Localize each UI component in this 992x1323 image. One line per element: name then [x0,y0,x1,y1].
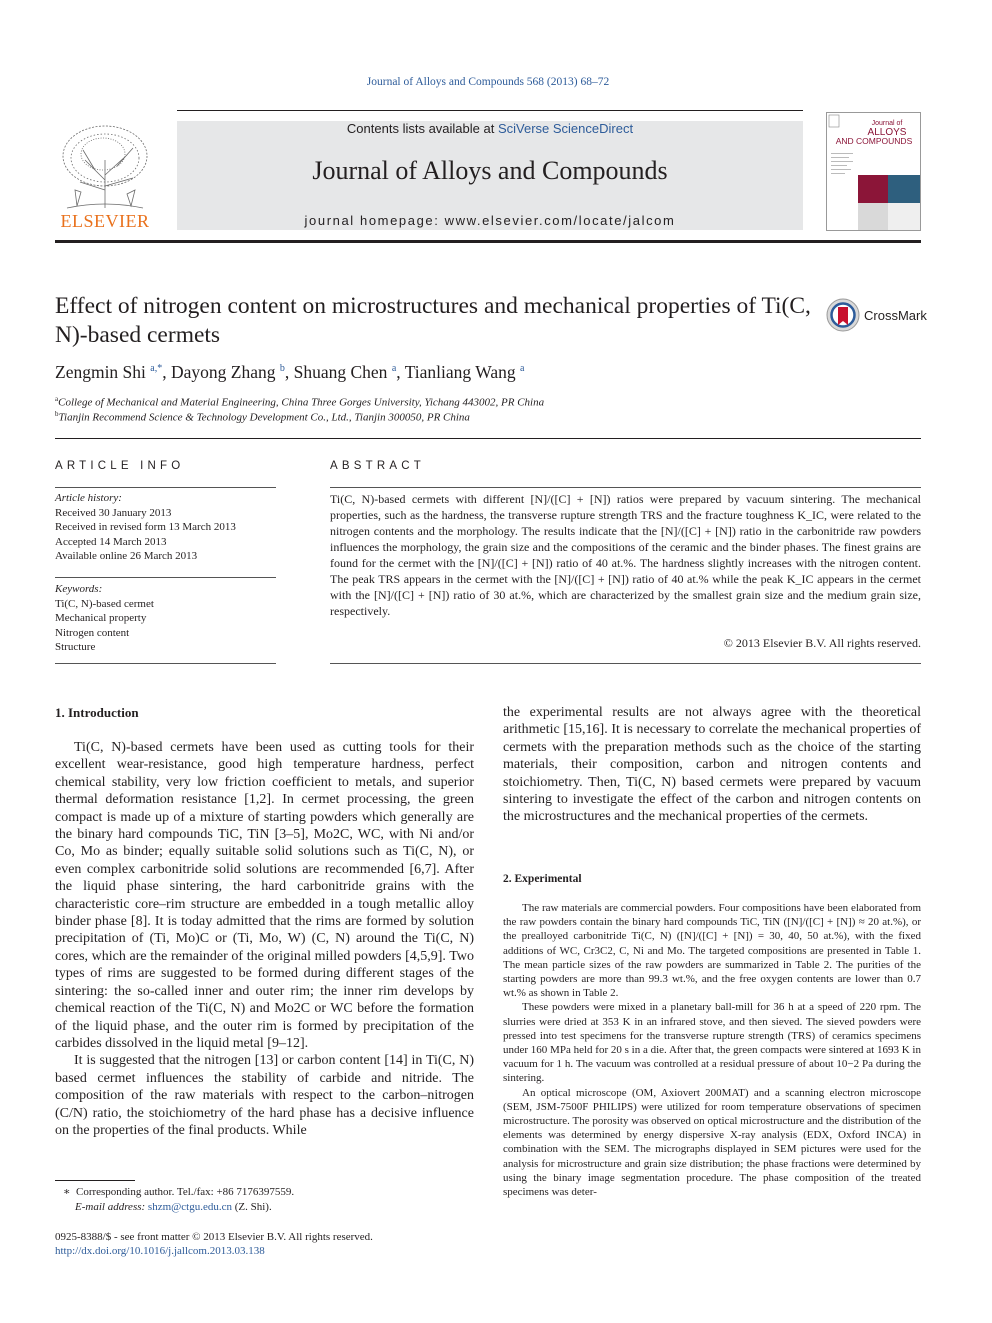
author-list: Zengmin Shi $^{a,*}$, Dayong Zhang $^b$, Shuang Chen $^a$, Tianliang Wang $^a$ [55,362,525,382]
title-block-rule [55,438,921,439]
affiliation-text: College of Mechanical and Material Engineering, China Three Gorges University, Yichang 443002, PR China [58,396,545,409]
paragraph: the experimental results are not always agree with the theoretical arithmetic [15,16]. It is necessary to correlate the mechanical properties of cermets with the preparation methods such as the choice of the starting materials, their composition, carbon and nitrogen contents and stoichiometry. Then, Ti(C, N) based cermets were prepared by vacuum sintering to investigate the effect of the carbon and nitrogen contents on the microstructures and the mechanical properties of the cermets. [503,705,921,825]
keyword: Structure [55,641,96,653]
paragraph: These powders were mixed in a planetary ball-mill for 36 h at a speed of 220 rpm. The slurries were dried at 353 K in an infrared stove, and then sieved. The sieved powders were pressed into test specimens for the transverse rupture strength (TRS) of ceramics specimens under 160 MPa held for 20 s in a die. After that, the green compacts were sintered at 1693 K in vacuum for 1 h. The vacuum was controlled at a residual pressure of about 10−2 Pa during the sintering. [503,1001,921,1085]
paragraph: The raw materials are commercial powders. Four compositions have been elaborated from the raw powders contain the binary hard compounds TiC, TiN ([N]/([C] + [N]) ≈ 20 at.%), or the prealloyed carbonitride Ti(C, N) ([N]/([C] + [N]) = 30, 40, 50 at.%), with the fixed additions of WC, Cr3C2, C, Ni and Mo. The targeted compositions are presented in Table 1. The mean particle sizes of the raw powders are summarized in Table 2. The purities of the starting powders are more than 99.3 wt.%, and the free oxygen contents are lower than 0.7 wt.% as shown in Table 2. [503,902,921,1000]
contents-prefix: Contents lists available at [346,121,498,136]
article-title: Effect of nitrogen content on microstructures and mechanical properties of Ti(C, N)-based cermets [55,293,811,348]
intro-body-right [503,704,921,826]
journal-homepage[interactable]: journal homepage: www.elsevier.com/locate/jalcom [304,213,676,228]
author-affil-mark[interactable]: a [391,363,397,375]
keywords-label: Keywords: [55,583,103,595]
keyword: Ti(C, N)-based cermet [55,597,154,610]
keywords [55,582,276,655]
article-info-bottom-rule [55,663,276,664]
affiliation [55,395,921,409]
cover-graphic [827,113,920,230]
author-name[interactable]: Shuang Chen [293,362,388,382]
abstract-bottom-rule [330,663,921,664]
affiliation-mark: b [55,410,59,418]
doi-link[interactable]: http://dx.doi.org/10.1016/j.jallcom.2013.03.138 [55,1245,265,1257]
history-item: Received in revised form 13 March 2013 [55,521,236,533]
author-affil-mark[interactable]: b [279,363,285,375]
abstract-text: Ti(C, N)-based cermets with different [N]/([C] + [N]) ratios were prepared by vacuum sintering. The mechanical properties, such as the hardness, the transverse rupture strength TRS and the fracture toughness K_IC, were related to the nitrogen contents and the morphology. The results indicate that the [N]/([C] + [N]) ratio in the carbonitride raw powders influences the morphology, the grain size and the compositions of the ceramic and the binder phases. The finest grains are found for the cermet with the [N]/([C] + [N]) ratio of 40 at.%. The hardness slightly increases with the nitrogen content. The peak TRS appears in the cermet with the [N]/([C] + [N]) ratio of 40 at.% while the peak K_IC appears in the cermet with the [N]/([C] + [N]) ratio of 30 at.%, which are characterized by the smallest grain size and the medium grain size, respectively. [330,492,921,618]
issn-line: 0925-8388/$ - see front matter © 2013 Elsevier B.V. All rights reserved. [55,1231,373,1243]
journal-title: Journal of Alloys and Compounds [312,156,668,185]
history-item: Received 30 January 2013 [55,506,172,519]
history-label: Article history: [55,492,122,504]
article-info-heading: ARTICLE INFO [55,460,185,472]
footnote-rule [55,1180,135,1181]
affiliation [55,410,921,424]
keywords-rule [55,577,276,578]
paragraph: An optical microscope (OM, Axiovert 200MAT) and a scanning electron microscope (SEM, JSM-7500F PHILIPS) were utilized for room temperature observations of specimen microstructure. The porosity was observed on optical microstructure and the distribution of the elements was determined by energy dispersive X-ray analysis (EDX, Oxford INCA) in combination with the SEM. The micrographs displayed in SEM pictures were used for the analysis for microstructure and grain size distribution; the phase fractions were determined by using the binary image segmentation procedure. The phase composition of the treated specimens was deter- [503,1086,921,1199]
header-thick-rule [55,240,921,243]
corresponding-author-note [55,1185,474,1214]
email-label: E-mail address: [75,1200,146,1213]
history-item: Accepted 14 March 2013 [55,535,167,548]
experimental-body [503,901,921,1199]
article-info-rule [55,487,276,488]
abstract-heading: ABSTRACT [330,460,425,472]
section-heading-experimental: 2. Experimental [503,873,582,885]
email-suffix: (Z. Shi). [234,1200,272,1213]
svg-text:Journal of: Journal of [871,120,903,127]
history-item: Available online 26 March 2013 [55,550,198,562]
keyword: Nitrogen content [55,626,130,639]
crossmark-badge[interactable] [826,298,926,332]
author-name[interactable]: Tianliang Wang [404,362,516,382]
paragraph: It is suggested that the nitrogen [13] or carbon content [14] in Ti(C, N) based cermet influences the stability of carbide and nitride. The composition of the raw materials with respect to the carbon–nitrogen (C/N) ratio, the stoichiometry of the hard phase has a decisive influence on the properties of the final products. While [55,1053,474,1138]
keyword: Mechanical property [55,612,147,624]
section-heading-introduction: 1. Introduction [55,705,139,720]
header-rule [177,110,803,111]
email-link[interactable]: shzm@ctgu.edu.cn [147,1200,232,1213]
affiliation-mark: a [55,395,59,403]
author-name[interactable]: Zengmin Shi [55,362,146,382]
sciencedirect-link[interactable]: SciVerse ScienceDirect [497,121,634,136]
corresponding-text: Corresponding author. Tel./fax: +86 7176397559. [75,1186,295,1198]
contents-line [177,121,803,136]
paragraph: Ti(C, N)-based cermets have been used as cutting tools for their excellent wear-resistance, good high temperature hardness, perfect chemical stability, very low friction coefficient to metals, and superior thermal deformation resistance [1,2]. In cermet processing, the green compact is made up of a mixture of starting powders which generally are the binary hard compounds TiC, TiN [3–5], Mo2C, WC, with Ni and/or Co, Mo as binder; equally suitable solid solutions such as Ti(C, N), or even complex carbonitride solid solutions are recommended [6,7]. After the liquid phase sintering, the hard carbonitride grains with the characteristic core–rim structure are embedded in a tough metallic alloy binder phase [8]. It is today admitted that the rims are formed by solution precipitation of (Ti, Mo)C or (Ti, Mo, W) (C, N) around the Ti(C, N) cores, which are the remainder of the original milled powders [4,5,9]. Two types of rims are suggested to be formed during different stages of the sintering: the so-called inner and outer rim; the inner rim develops by chemical reaction of the Ti(C, N) and Mo2C or WC before the formation of the liquid phase, and the outer rim is formed by precipitation of the carbides dissolved in the liquid metal [9–12]. [55,740,474,1051]
journal-citation[interactable]: Journal of Alloys and Compounds 568 (2013) 68–72 [366,76,610,88]
elsevier-wordmark: ELSEVIER [60,211,150,231]
abstract-rule [330,487,921,488]
author-affil-mark[interactable]: a [519,363,525,375]
author-name[interactable]: Dayong Zhang [170,362,276,382]
affiliation-text: Tianjin Recommend Science & Technology Development Co., Ltd., Tianjin 300050, PR China [58,411,470,424]
author-affil-mark[interactable]: a,* [150,363,163,375]
crossmark-icon [826,298,860,332]
svg-text:AND COMPOUNDS: AND COMPOUNDS [835,136,913,146]
abstract-copyright: © 2013 Elsevier B.V. All rights reserved. [723,636,921,650]
article-history [55,491,276,564]
intro-body-left [55,739,474,1139]
footnote-star: ∗ [63,1186,71,1198]
crossmark-label: CrossMark [864,308,927,323]
journal-cover-thumbnail [826,112,921,231]
svg-text:ALLOYS: ALLOYS [867,127,907,138]
